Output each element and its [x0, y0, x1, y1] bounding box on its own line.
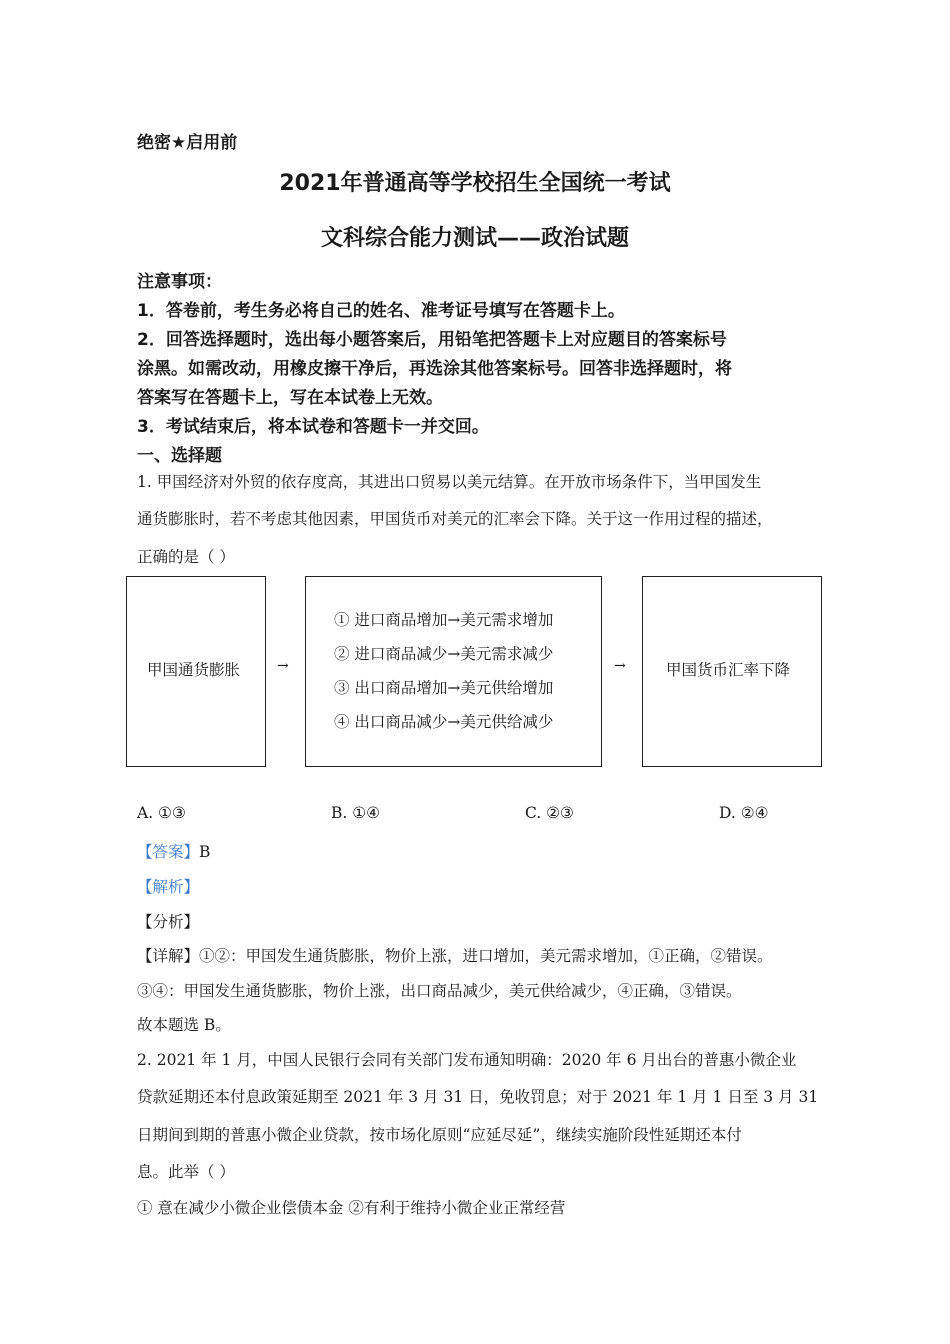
- notice-line: 2．回答选择题时，选出每小题答案后，用铅笔把答题卡上对应题目的答案标号: [137, 330, 727, 350]
- notice-line: 3．考试结束后，将本试卷和答题卡一并交回。: [137, 417, 489, 437]
- diagram-arrow-1: →: [277, 658, 289, 674]
- q2-stem-line: 2. 2021 年 1 月，中国人民银行会同有关部门发布通知明确：2020 年 6 月出台的普惠小微企业: [137, 1051, 797, 1069]
- detail-line: 故本题选 B。: [137, 1016, 231, 1034]
- secret-label: 绝密★启用前: [137, 133, 238, 153]
- diagram-arrow-2: →: [614, 658, 626, 674]
- diagram-right-box: [642, 576, 822, 767]
- notice-heading: 注意事项：: [137, 272, 222, 292]
- section-heading: 一、选择题: [137, 446, 222, 466]
- exam-subtitle: 文科综合能力测试——政治试题: [320, 226, 629, 251]
- q1-option-a: A. ①③: [137, 804, 186, 822]
- exam-title: 2021年普通高等学校招生全国统一考试: [279, 171, 671, 196]
- detail-line: 【详解】①②：甲国发生通货膨胀，物价上涨，进口增加，美元需求增加，①正确，②错误。: [137, 947, 773, 965]
- diagram-left-text: 甲国通货膨胀: [147, 661, 241, 679]
- q2-option-line: ① 意在减少小微企业偿债本金 ②有利于维持小微企业正常经营: [137, 1199, 566, 1217]
- q2-stem-line: 日期间到期的普惠小微企业贷款，按市场化原则“应延尽延”，继续实施阶段性延期还本付: [137, 1126, 742, 1144]
- notice-line: 1．答卷前，考生务必将自己的姓名、准考证号填写在答题卡上。: [137, 301, 625, 321]
- diagram-middle-item: ④ 出口商品减少→美元供给减少: [334, 713, 554, 731]
- q1-stem-line: 1. 甲国经济对外贸的依存度高，其进出口贸易以美元结算。在开放市场条件下，当甲国发生: [137, 473, 762, 491]
- q2-stem-line: 息。此举（ ）: [137, 1163, 235, 1181]
- diagram-middle-item: ② 进口商品减少→美元需求减少: [334, 645, 554, 663]
- diagram-middle-item: ③ 出口商品增加→美元供给增加: [334, 679, 554, 697]
- q1-option-d: D. ②④: [719, 804, 769, 822]
- fenxi-tag: 【分析】: [137, 913, 200, 931]
- q2-stem-line: 贷款延期还本付息政策延期至 2021 年 3 月 31 日，免收罚息；对于 2021 年 1 月 1 日至 3 月 31: [137, 1088, 819, 1106]
- q1-answer: [137, 840, 210, 862]
- diagram-right-text: 甲国货币汇率下降: [666, 661, 791, 679]
- q1-option-b: B. ①④: [331, 804, 381, 822]
- notice-line: 涂黑。如需改动，用橡皮擦干净后，再选涂其他答案标号。回答非选择题时，将: [137, 359, 732, 379]
- diagram-middle-box: [305, 576, 602, 767]
- answer-value: B: [199, 843, 211, 861]
- q1-stem-line: 正确的是（ ）: [137, 548, 235, 566]
- answer-tag: 【答案】: [137, 843, 200, 861]
- diagram-left-box: [126, 576, 266, 767]
- q1-stem-line: 通货膨胀时，若不考虑其他因素，甲国货币对美元的汇率会下降。关于这一作用过程的描述，: [137, 510, 773, 528]
- diagram-middle-item: ① 进口商品增加→美元需求增加: [334, 611, 554, 629]
- notice-line: 答案写在答题卡上，写在本试卷上无效。: [137, 388, 443, 408]
- analysis-tag: 【解析】: [137, 878, 200, 896]
- detail-line: ③④：甲国发生通货膨胀，物价上涨，出口商品减少，美元供给减少，④正确，③错误。: [137, 982, 742, 1000]
- q1-option-c: C. ②③: [525, 804, 574, 822]
